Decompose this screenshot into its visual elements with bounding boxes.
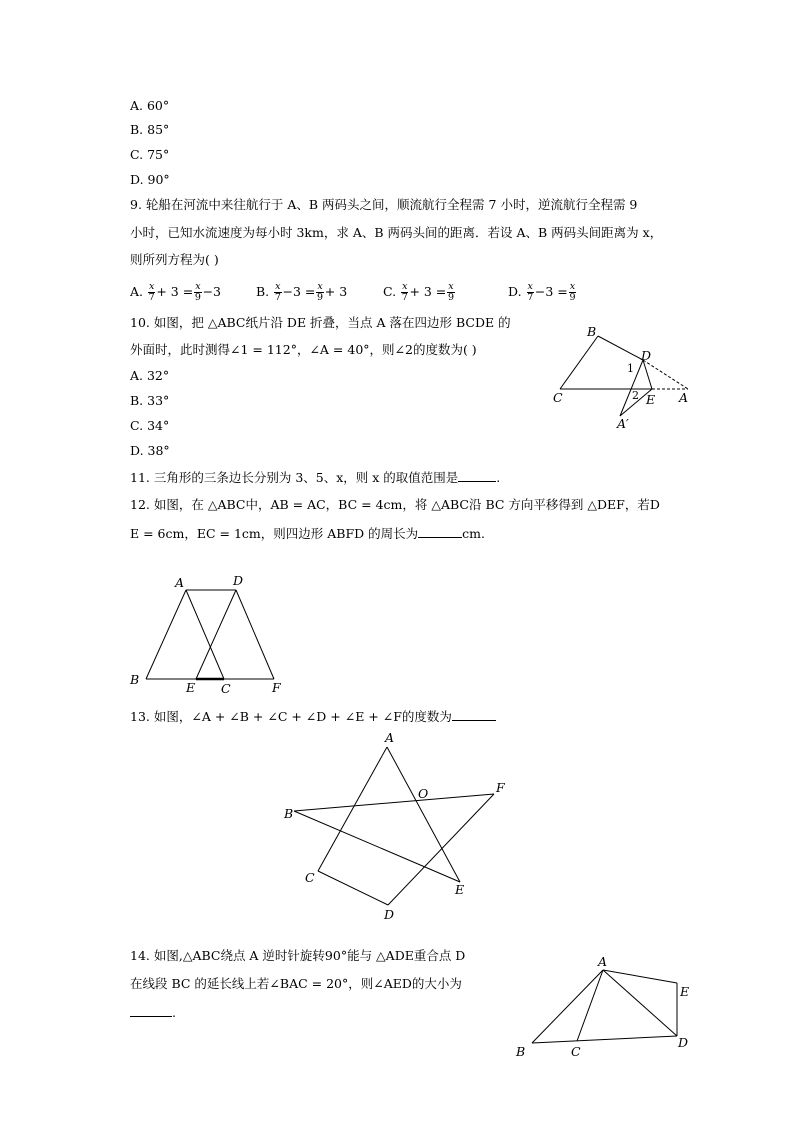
q11-answer-blank [458,469,496,482]
q12-label-b: B [130,672,140,687]
q13-label-b: B [284,806,294,821]
q14-edge-ab [532,970,603,1043]
q12-label-c: C [221,681,231,696]
q10-label-a-prime: A′ [617,416,629,431]
q14-label-d: D [678,1035,689,1050]
q13-edge-bf [294,794,494,811]
q14-edge-bd [532,1036,677,1043]
q12-label-a: A [175,575,185,590]
q8-option-b: B. 85° [130,122,170,137]
q12-label-d: D [233,573,244,588]
q13-edge-ac [318,747,387,871]
q14-answer-blank [130,1004,172,1017]
q13-stem: 13. 如图，∠A + ∠B + ∠C + ∠D + ∠E + ∠F的度数为 [130,708,496,725]
q13-figure [280,728,510,923]
q10-option-b: B. 33° [130,393,170,408]
q10-edge-de [643,360,652,389]
q12-edge-ab [146,590,186,679]
q13-label-a: A [385,730,395,745]
q9-option-c: C. $\frac{x}{7}$ + 3 = $\frac{x}{9}$ [383,281,454,303]
q12-edge-ac [186,590,224,679]
q12-figure [125,570,295,695]
q14-edge-ac [577,970,603,1041]
q9-option-b: B. $\frac{x}{7}$ −3 = $\frac{x}{9}$ + 3 [256,281,348,303]
q12-edge-df [236,590,274,679]
q10-edge-bd [598,336,643,360]
q14-label-e: E [680,984,690,999]
q13-label-f: F [496,780,505,795]
q8-option-a: A. 60° [130,98,170,113]
q12-label-f: F [272,680,281,695]
q14-stem-line2: 在线段 BC 的延长线上若∠BAC = 20°，则∠AED的大小为 [130,976,462,991]
q13-label-e: E [455,882,465,897]
q14-edge-ae [603,970,677,983]
q10-label-a: A [679,390,689,405]
q13-answer-blank [452,708,496,721]
q10-edge-bc [560,336,598,389]
q13-edge-cd [318,871,388,905]
q9-option-d: D. $\frac{x}{7}$ −3 = $\frac{x}{9}$ [508,281,576,303]
q10-label-b: B [587,324,597,339]
q13-edge-fd [388,794,494,905]
q9-stem-line1: 9. 轮船在河流中来往航行于 A、B 两码头之间，顺流航行全程需 7 小时，逆流航行全程需 9 [130,197,638,212]
q8-option-c: C. 75° [130,147,170,162]
q10-stem-line1: 10. 如图，把 △ABC纸片沿 DE 折叠，当点 A 落在四边形 BCDE 的 [130,315,511,330]
q12-stem-line2: E = 6cm，EC = 1cm，则四边形 ABFD 的周长为 cm. [130,526,485,541]
q10-option-c: C. 34° [130,418,170,433]
q13-label-o: O [418,786,429,801]
q12-label-e: E [186,680,196,695]
q14-edge-ad [603,970,677,1036]
q10-option-a: A. 32° [130,368,170,383]
q10-stem-line2: 外面时，此时测得∠1 = 112°，∠A = 40°，则∠2的度数为( ) [130,342,477,357]
q14-stem-line1: 14. 如图,△ABC绕点 A 逆时针旋转90°能与 △ADE重合点 D [130,948,466,963]
q10-dashed-da [643,360,688,389]
q9-stem-line3: 则所列方程为( ) [130,252,219,267]
q13-label-d: D [384,907,395,922]
q12-stem-line1: 12. 如图，在 △ABC中，AB = AC，BC = 4cm，将 △ABC沿 BC 方向平移得到 △DEF，若D [130,497,660,512]
q9-stem-line2: 小时，已知水流速度为每小时 3km，求 A、B 两码头间的距离．若设 A、B 两码头间距离为 x， [130,225,663,240]
q8-option-d: D. 90° [130,172,170,187]
q13-edge-ae [387,747,460,882]
q11-stem: 11. 三角形的三条边长分别为 3、5、x，则 x 的取值范围是 . [130,470,501,485]
q10-label-2: 2 [632,389,639,402]
q10-label-c: C [553,390,563,405]
q12-answer-blank [418,525,462,538]
q10-label-1: 1 [627,362,634,375]
q9-option-a: A. $\frac{x}{7}$ + 3 = $\frac{x}{9}$ −3 [130,281,222,303]
q10-label-d: D [641,348,652,363]
q14-label-b: B [516,1044,526,1059]
q14-stem-line3: . [130,1004,176,1021]
q14-figure [510,955,700,1063]
q10-label-e: E [646,392,656,407]
q10-figure [550,318,700,433]
q10-option-d: D. 38° [130,443,170,458]
q12-edge-de [196,590,236,679]
q14-label-a: A [598,954,608,969]
q13-label-c: C [305,870,315,885]
q14-label-c: C [571,1044,581,1059]
